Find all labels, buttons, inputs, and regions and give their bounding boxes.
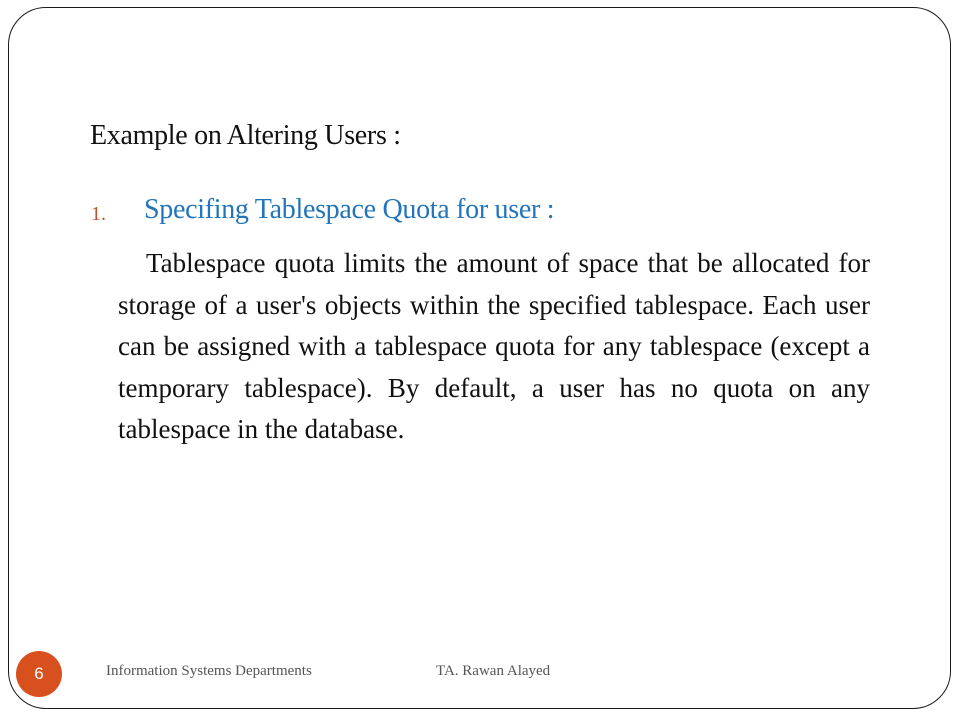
slide-heading: Example on Altering Users : [90, 120, 401, 151]
slide-number-badge [16, 651, 62, 697]
slide-number: 6 [34, 664, 44, 683]
list-item-number: 1. [91, 203, 106, 225]
list-item-body: Tablespace quota limits the amount of space that be allocated for storage of a user's objects within the specified tablespace. Each user can be assigned with a tablespace quota for any tablespace (except a temporary tablespace). By default, a user has no quota on any tablespace in the database. [118, 248, 870, 444]
footer-department: Information Systems Departments [106, 663, 312, 679]
list-item-title: Specifing Tablespace Quota for user : [144, 194, 555, 225]
footer-author: TA. Rawan Alayed [436, 663, 551, 679]
